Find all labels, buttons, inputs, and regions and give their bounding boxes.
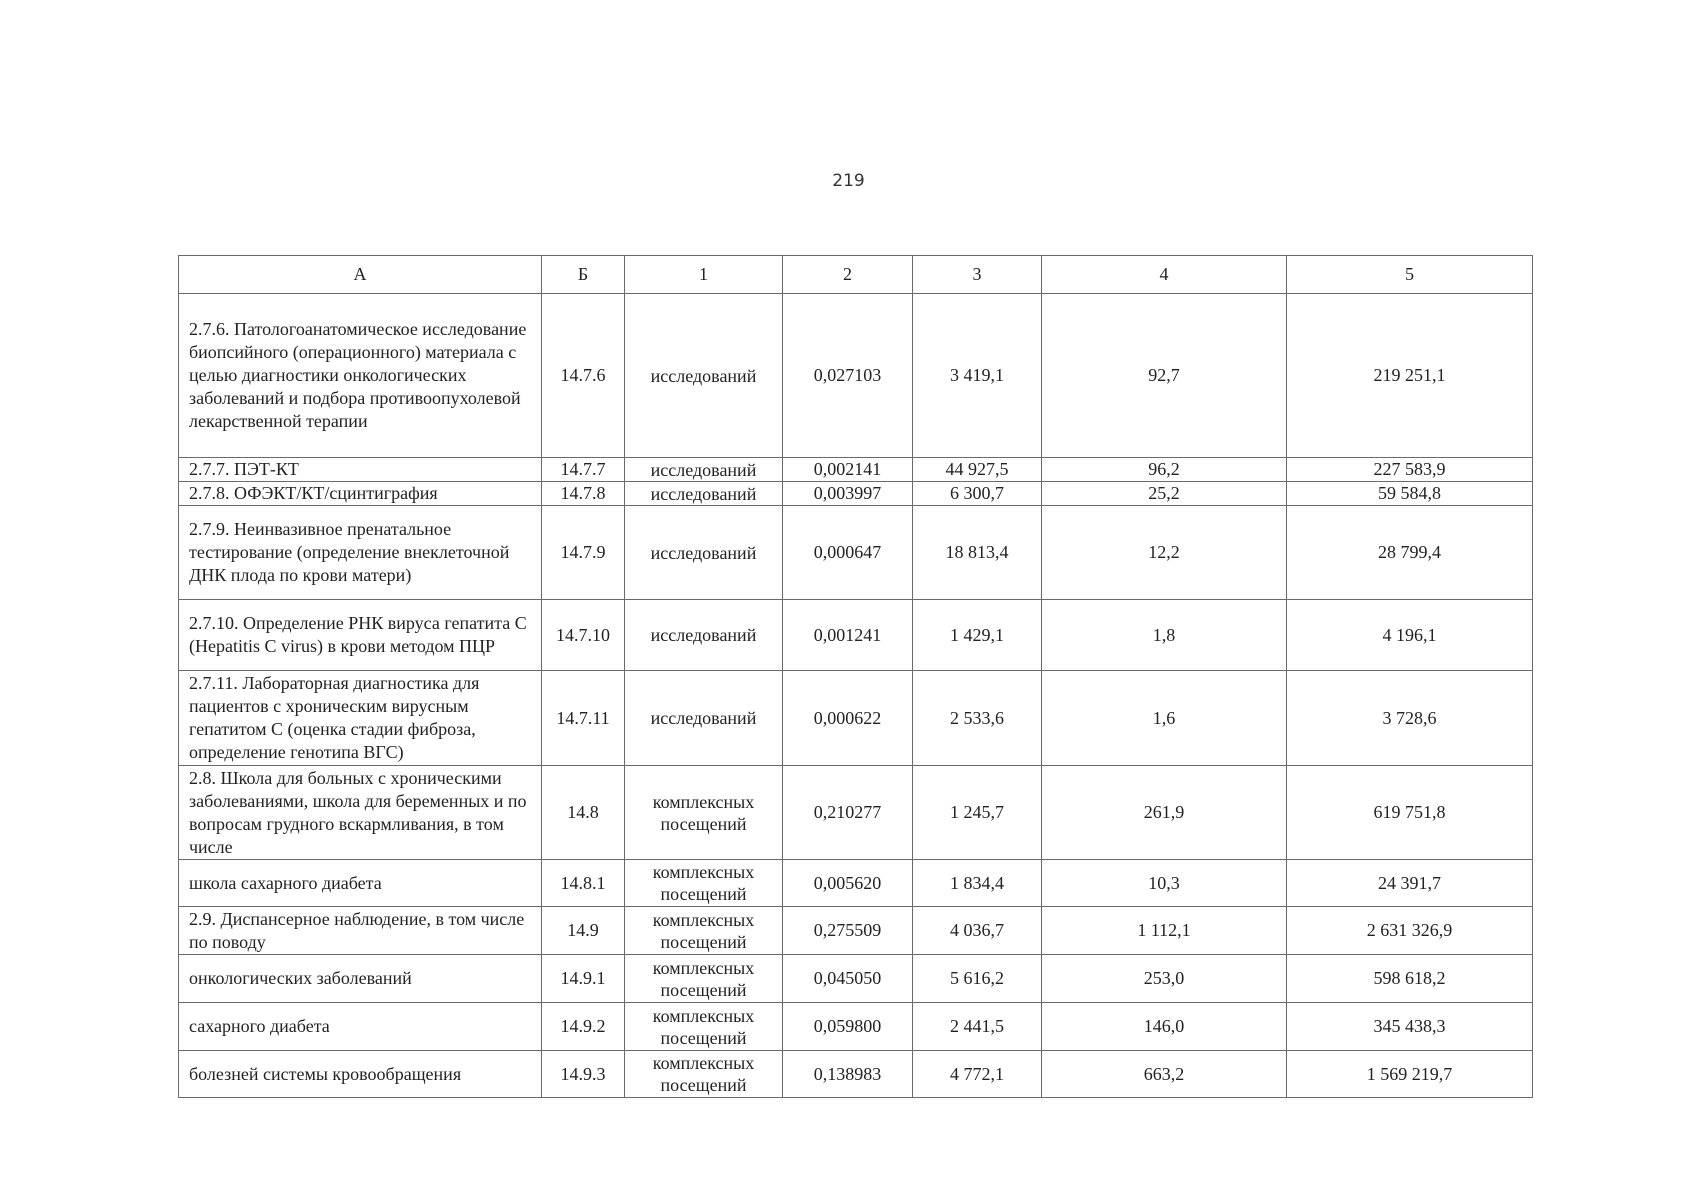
row-unit: исследований <box>625 506 783 600</box>
row-code: 14.9 <box>542 907 625 955</box>
row-code: 14.7.8 <box>542 482 625 506</box>
row-value-3: 2 441,5 <box>913 1003 1042 1051</box>
row-name: 2.7.9. Неинвазивное пренатальное тестирование (определение внеклеточной ДНК плода по крови матери) <box>179 506 542 600</box>
table-row <box>179 860 1533 907</box>
table-row <box>179 671 1533 766</box>
row-value-4: 253,0 <box>1042 955 1287 1003</box>
row-code: 14.8.1 <box>542 860 625 907</box>
row-name: 2.7.8. ОФЭКТ/КТ/сцинтиграфия <box>179 482 542 506</box>
row-unit: комплексных посещений <box>625 1051 783 1098</box>
table-row <box>179 458 1533 482</box>
row-value-2: 0,002141 <box>783 458 913 482</box>
row-value-5: 598 618,2 <box>1287 955 1533 1003</box>
row-value-2: 0,003997 <box>783 482 913 506</box>
row-value-3: 4 772,1 <box>913 1051 1042 1098</box>
table-row <box>179 294 1533 458</box>
row-code: 14.7.6 <box>542 294 625 458</box>
row-code: 14.9.2 <box>542 1003 625 1051</box>
row-value-5: 219 251,1 <box>1287 294 1533 458</box>
row-value-4: 10,3 <box>1042 860 1287 907</box>
table-row <box>179 506 1533 600</box>
row-value-4: 1 112,1 <box>1042 907 1287 955</box>
row-value-3: 4 036,7 <box>913 907 1042 955</box>
column-header-2: 2 <box>783 256 913 294</box>
row-code: 14.7.10 <box>542 600 625 671</box>
row-value-3: 3 419,1 <box>913 294 1042 458</box>
row-value-3: 2 533,6 <box>913 671 1042 766</box>
row-unit: комплексных посещений <box>625 907 783 955</box>
row-value-5: 24 391,7 <box>1287 860 1533 907</box>
row-name: 2.8. Школа для больных с хроническими заболеваниями, школа для беременных и по вопросам грудного вскармливания, в том числе <box>179 766 542 860</box>
row-value-2: 0,138983 <box>783 1051 913 1098</box>
row-value-2: 0,005620 <box>783 860 913 907</box>
table-row <box>179 482 1533 506</box>
row-value-3: 5 616,2 <box>913 955 1042 1003</box>
column-header-3: 3 <box>913 256 1042 294</box>
row-value-5: 619 751,8 <box>1287 766 1533 860</box>
column-header-5: 5 <box>1287 256 1533 294</box>
row-value-2: 0,027103 <box>783 294 913 458</box>
row-value-5: 345 438,3 <box>1287 1003 1533 1051</box>
page-number: 219 <box>832 171 865 191</box>
row-value-2: 0,275509 <box>783 907 913 955</box>
row-unit: комплексных посещений <box>625 766 783 860</box>
row-value-4: 25,2 <box>1042 482 1287 506</box>
row-name: болезней системы кровообращения <box>179 1051 542 1098</box>
row-unit: комплексных посещений <box>625 860 783 907</box>
row-name: 2.9. Диспансерное наблюдение, в том числе по поводу <box>179 907 542 955</box>
table-row <box>179 766 1533 860</box>
row-value-2: 0,059800 <box>783 1003 913 1051</box>
table-row <box>179 1003 1533 1051</box>
row-value-4: 663,2 <box>1042 1051 1287 1098</box>
column-header-b: Б <box>542 256 625 294</box>
row-value-5: 28 799,4 <box>1287 506 1533 600</box>
row-value-2: 0,001241 <box>783 600 913 671</box>
table-row <box>179 907 1533 955</box>
table-row <box>179 955 1533 1003</box>
row-value-3: 18 813,4 <box>913 506 1042 600</box>
row-value-5: 3 728,6 <box>1287 671 1533 766</box>
row-name: 2.7.11. Лабораторная диагностика для пациентов с хроническим вирусным гепатитом С (оценка стадии фиброза, определение генотипа ВГС) <box>179 671 542 766</box>
row-unit: комплексных посещений <box>625 955 783 1003</box>
row-value-5: 227 583,9 <box>1287 458 1533 482</box>
row-code: 14.8 <box>542 766 625 860</box>
column-header-1: 1 <box>625 256 783 294</box>
row-value-3: 1 245,7 <box>913 766 1042 860</box>
row-value-4: 12,2 <box>1042 506 1287 600</box>
row-value-2: 0,210277 <box>783 766 913 860</box>
row-value-2: 0,000622 <box>783 671 913 766</box>
row-value-2: 0,045050 <box>783 955 913 1003</box>
row-value-5: 4 196,1 <box>1287 600 1533 671</box>
row-value-4: 1,6 <box>1042 671 1287 766</box>
row-value-4: 146,0 <box>1042 1003 1287 1051</box>
row-code: 14.7.9 <box>542 506 625 600</box>
row-code: 14.7.11 <box>542 671 625 766</box>
data-table <box>178 255 1533 1098</box>
row-unit: исследований <box>625 458 783 482</box>
table-row <box>179 1051 1533 1098</box>
row-value-2: 0,000647 <box>783 506 913 600</box>
row-value-3: 44 927,5 <box>913 458 1042 482</box>
row-code: 14.7.7 <box>542 458 625 482</box>
row-name: 2.7.6. Патологоанатомическое исследование биопсийного (операционного) материала с целью диагностики онкологических заболеваний и подбора противоопухолевой лекарственной терапии <box>179 294 542 458</box>
row-unit: исследований <box>625 294 783 458</box>
row-code: 14.9.3 <box>542 1051 625 1098</box>
row-value-4: 92,7 <box>1042 294 1287 458</box>
column-header-a: А <box>179 256 542 294</box>
table-header-row <box>179 256 1533 294</box>
table-row <box>179 600 1533 671</box>
row-unit: комплексных посещений <box>625 1003 783 1051</box>
row-value-3: 1 429,1 <box>913 600 1042 671</box>
row-value-3: 6 300,7 <box>913 482 1042 506</box>
row-name: 2.7.10. Определение РНК вируса гепатита С (Hepatitis C virus) в крови методом ПЦР <box>179 600 542 671</box>
row-value-5: 59 584,8 <box>1287 482 1533 506</box>
row-value-5: 1 569 219,7 <box>1287 1051 1533 1098</box>
row-name: 2.7.7. ПЭТ-КТ <box>179 458 542 482</box>
row-value-5: 2 631 326,9 <box>1287 907 1533 955</box>
row-unit: исследований <box>625 600 783 671</box>
row-value-4: 96,2 <box>1042 458 1287 482</box>
row-unit: исследований <box>625 671 783 766</box>
row-unit: исследований <box>625 482 783 506</box>
row-name: сахарного диабета <box>179 1003 542 1051</box>
column-header-4: 4 <box>1042 256 1287 294</box>
row-value-4: 1,8 <box>1042 600 1287 671</box>
row-name: онкологических заболеваний <box>179 955 542 1003</box>
row-name: школа сахарного диабета <box>179 860 542 907</box>
row-code: 14.9.1 <box>542 955 625 1003</box>
row-value-3: 1 834,4 <box>913 860 1042 907</box>
row-value-4: 261,9 <box>1042 766 1287 860</box>
